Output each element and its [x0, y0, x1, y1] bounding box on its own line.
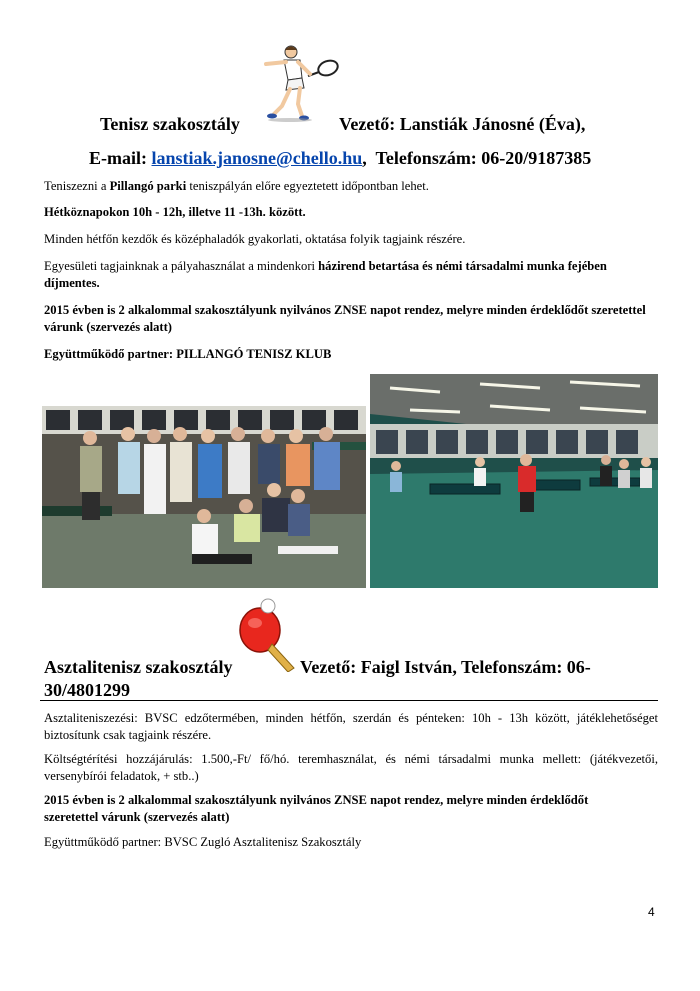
tennis-section-title: Tenisz szakosztály [100, 114, 240, 134]
page-number: 4 [648, 905, 655, 919]
tennis-paragraph-5: 2015 évben is 2 alkalommal szakosztályunk nyilvános ZNSE napot rendez, melyre minden érdeklődőt szeretettel várunk (szervezés alatt) [44, 303, 646, 334]
tennis-paragraph-2: Hétköznapokon 10h - 12h, illetve 11 -13h. között. [44, 205, 306, 219]
group-photo [42, 406, 366, 588]
table-tennis-section-title: Asztalitenisz szakosztály [44, 657, 233, 677]
tennis-paragraph-1 [44, 178, 664, 195]
park-name: Pillangó parki [109, 179, 187, 193]
email-label: E-mail: [89, 148, 147, 168]
table-tennis-paragraph-1: Asztaliteniszezési: BVSC edzőtermében, minden hétfőn, szerdán és pénteken: 10h - 13h között, játéklehetőséget biztosítunk csak tagjaink részére. [44, 711, 658, 742]
table-tennis-partner: Együttműködő partner: BVSC Zugló Asztalitenisz Szakosztály [44, 835, 362, 849]
table-tennis-hall-photo [370, 374, 658, 588]
tennis-contact-line [89, 147, 591, 169]
tennis-paragraph-4 [44, 258, 664, 292]
email-link[interactable]: lanstiak.janosne@chello.hu [151, 148, 363, 168]
section-divider [40, 700, 658, 701]
tennis-partner: Együttműködő partner: PILLANGÓ TENISZ KLUB [44, 347, 332, 361]
table-tennis-leader: Vezető: Faigl István, Telefonszám: 06- [300, 657, 591, 677]
text: teniszpályán előre egyeztetett időpontban lehet. [186, 179, 429, 193]
tennis-paragraph-3: Minden hétfőn kezdők és középhaladók gyakorlati, oktatása folyik tagjaink részére. [44, 232, 466, 246]
text-bold: házirend betartása és némi társadalmi munka fejében díjmentes. [44, 259, 607, 290]
table-tennis-leader-phone-cont: 30/4801299 [44, 680, 131, 700]
ping-pong-paddle-icon [236, 598, 296, 672]
tennis-leader: Vezető: Lanstiák Jánosné (Éva), [339, 114, 586, 134]
tennis-phone: Telefonszám: 06-20/9187385 [375, 148, 592, 168]
table-tennis-paragraph-3: 2015 évben is 2 alkalommal szakosztályunk nyilvános ZNSE napot rendez, melyre minden érdeklődőt szeretettel várunk (szervezés alatt) [44, 793, 589, 824]
text: Egyesületi tagjainknak a pályahasználat a mindenkori [44, 259, 319, 273]
table-tennis-paragraph-2: Költségtérítési hozzájárulás: 1.500,-Ft/ fő/hó. teremhasználat, és némi társadalmi munka mellett: (játékvezetői, versenybírói feladatok, + stb..) [44, 752, 658, 783]
tennis-player-icon [258, 42, 342, 122]
text: Teniszezni a [44, 179, 110, 193]
comma: , [362, 148, 367, 168]
